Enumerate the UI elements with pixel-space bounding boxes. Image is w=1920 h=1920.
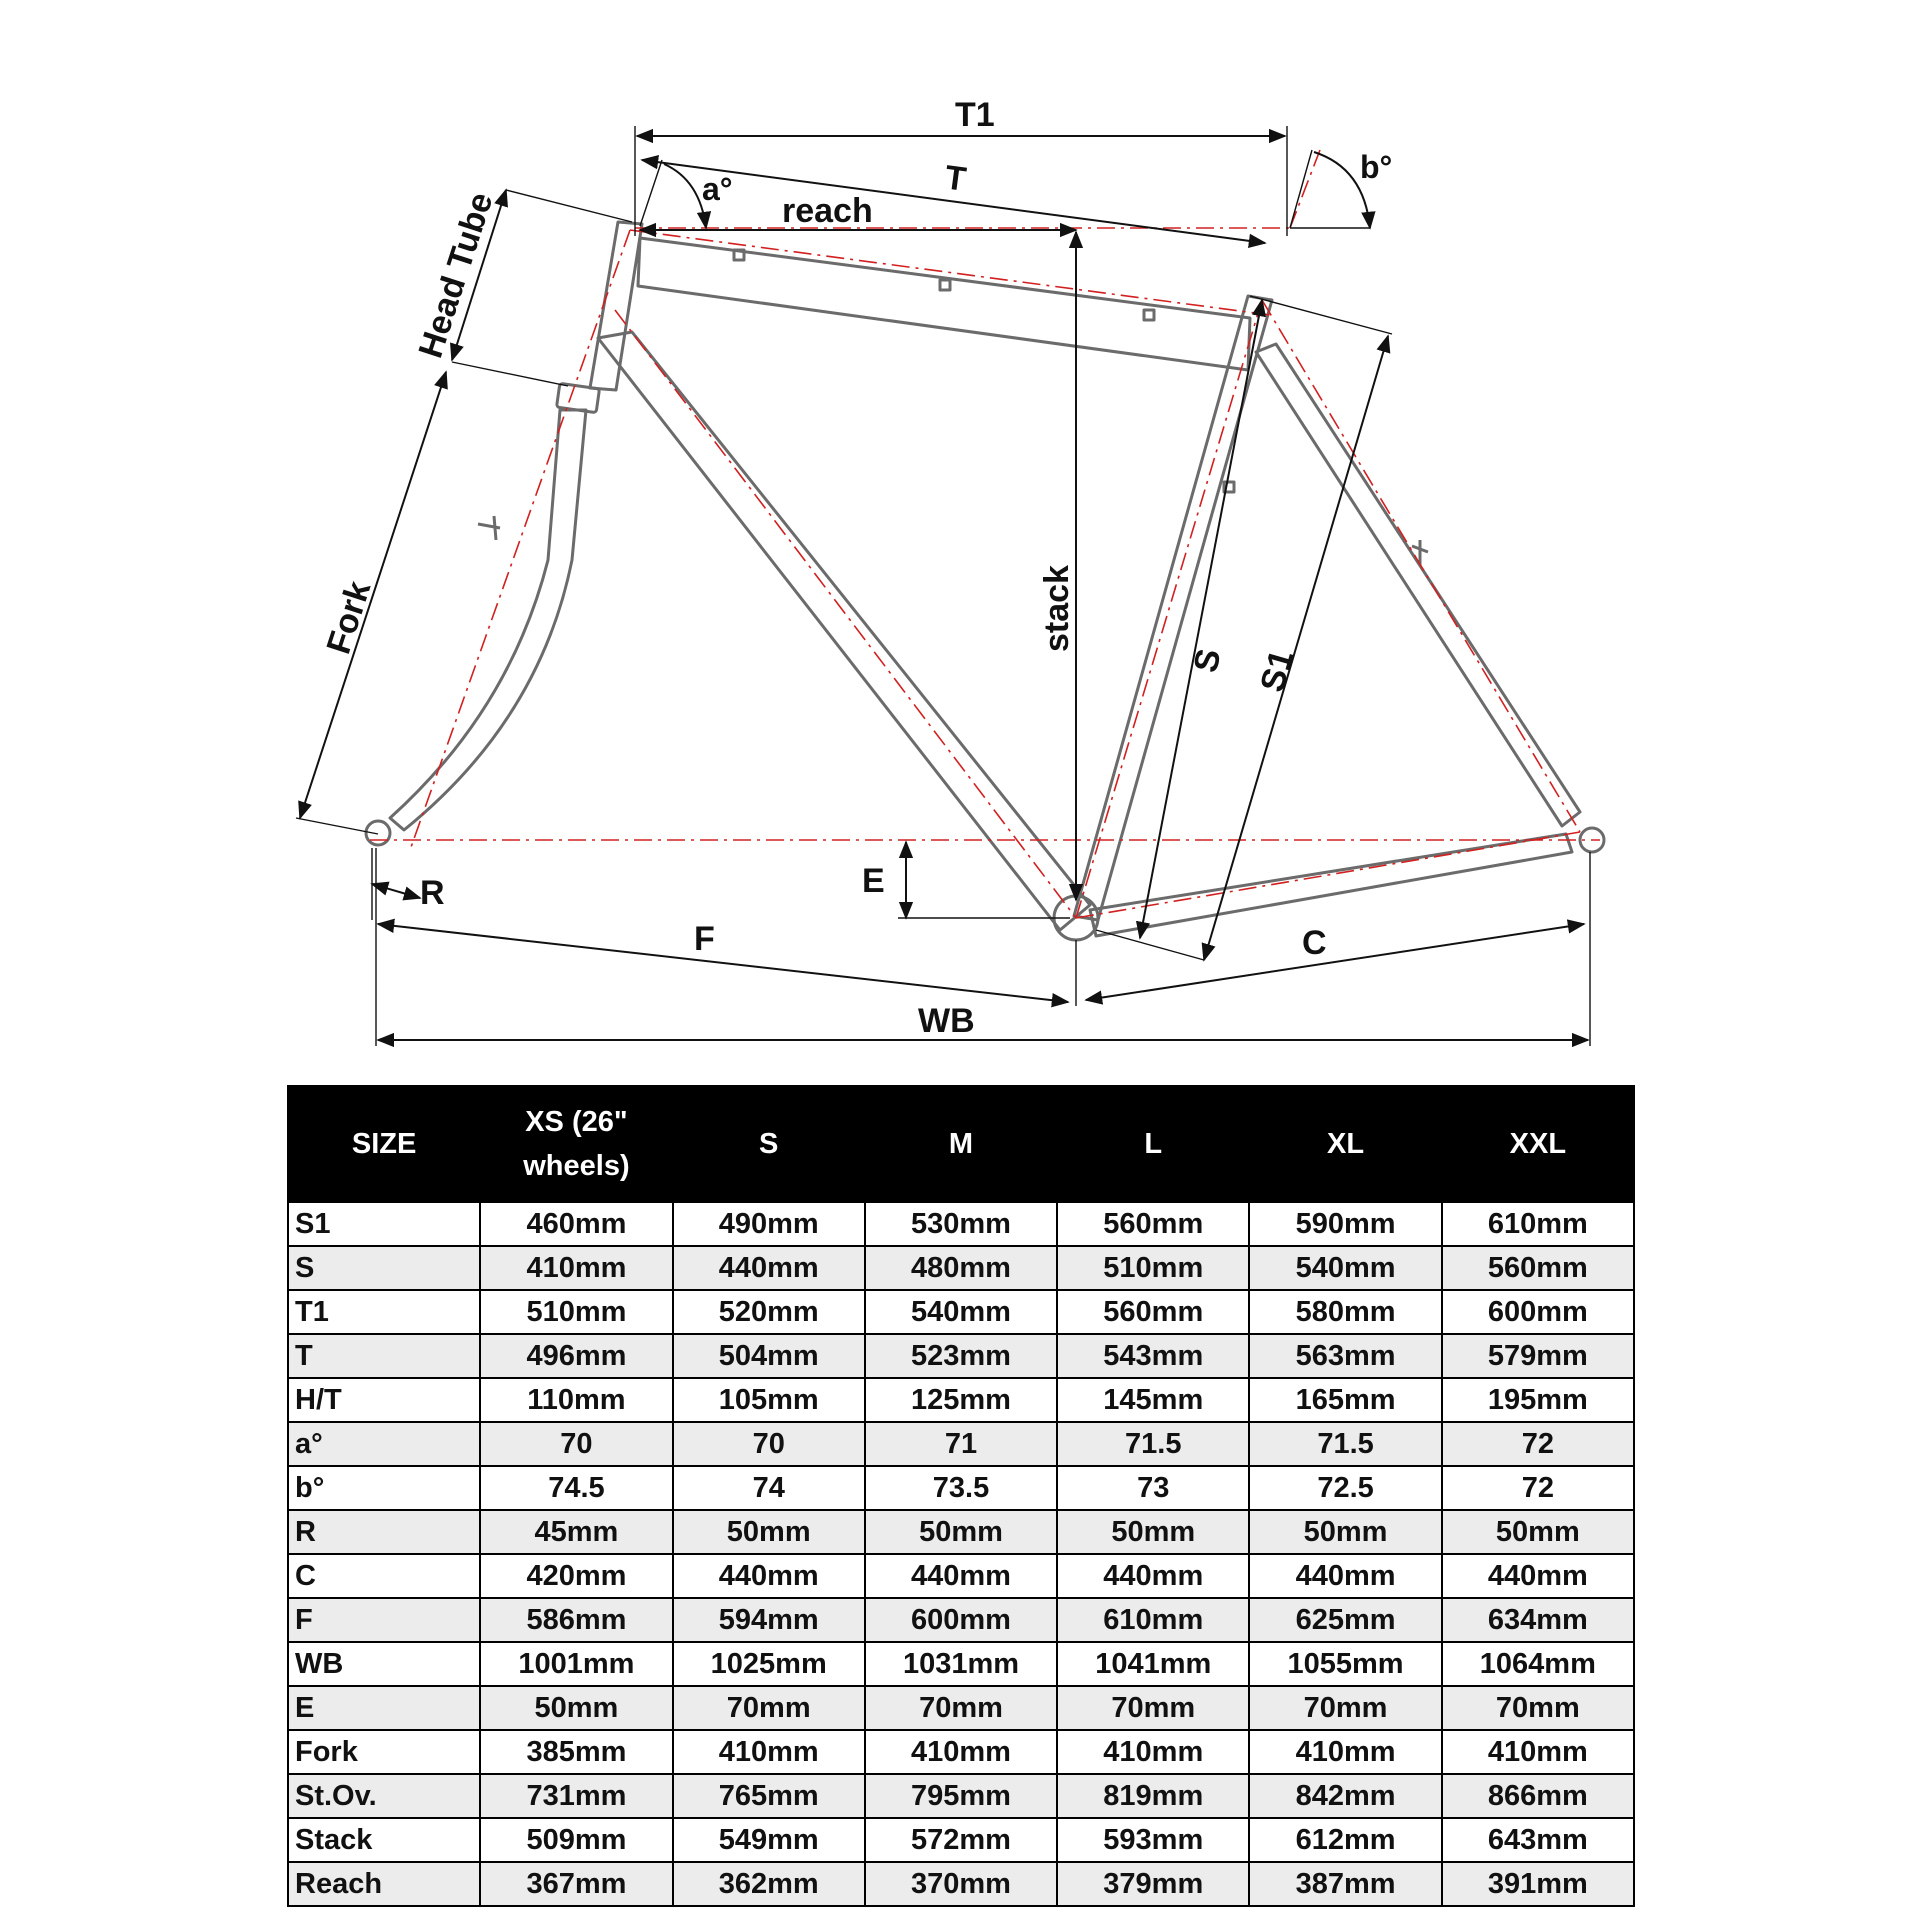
table-cell: 125mm: [865, 1378, 1057, 1422]
table-row: [288, 1774, 1634, 1818]
table-cell: 795mm: [865, 1774, 1057, 1818]
table-cell: 510mm: [1057, 1246, 1249, 1290]
row-label: Reach: [288, 1862, 480, 1906]
table-row: [288, 1290, 1634, 1334]
table-cell: 1064mm: [1442, 1642, 1634, 1686]
table-cell: 70mm: [673, 1686, 865, 1730]
table-cell: 50mm: [865, 1510, 1057, 1554]
label-head-tube: Head Tube: [411, 187, 501, 363]
table-cell: 70mm: [865, 1686, 1057, 1730]
table-cell: 594mm: [673, 1598, 865, 1642]
table-row: [288, 1510, 1634, 1554]
label-e: E: [862, 862, 885, 900]
table-cell: 523mm: [865, 1334, 1057, 1378]
table-cell: 440mm: [1057, 1554, 1249, 1598]
row-label: S: [288, 1246, 480, 1290]
table-row: [288, 1818, 1634, 1862]
row-label: T1: [288, 1290, 480, 1334]
table-cell: 520mm: [673, 1290, 865, 1334]
table-cell: 530mm: [865, 1202, 1057, 1246]
table-row: [288, 1598, 1634, 1642]
table-cell: 643mm: [1442, 1818, 1634, 1862]
table-cell: 819mm: [1057, 1774, 1249, 1818]
column-header: S: [673, 1086, 865, 1202]
table-cell: 440mm: [673, 1246, 865, 1290]
table-row: [288, 1642, 1634, 1686]
table-cell: 367mm: [480, 1862, 672, 1906]
table-cell: 105mm: [673, 1378, 865, 1422]
table-cell: 540mm: [1249, 1246, 1441, 1290]
table-cell: 50mm: [673, 1510, 865, 1554]
table-cell: 145mm: [1057, 1378, 1249, 1422]
geometry-table: [287, 1085, 1635, 1907]
table-cell: 480mm: [865, 1246, 1057, 1290]
table-cell: 610mm: [1057, 1598, 1249, 1642]
table-cell: 71: [865, 1422, 1057, 1466]
table-row: [288, 1378, 1634, 1422]
table-cell: 540mm: [865, 1290, 1057, 1334]
table-cell: 50mm: [1057, 1510, 1249, 1554]
row-label: F: [288, 1598, 480, 1642]
table-cell: 440mm: [1249, 1554, 1441, 1598]
table-row: [288, 1686, 1634, 1730]
row-label: b°: [288, 1466, 480, 1510]
table-cell: 586mm: [480, 1598, 672, 1642]
fork-blade: [390, 410, 586, 830]
table-cell: 1055mm: [1249, 1642, 1441, 1686]
table-row: [288, 1554, 1634, 1598]
row-label: S1: [288, 1202, 480, 1246]
table-cell: 70: [480, 1422, 672, 1466]
table-cell: 504mm: [673, 1334, 865, 1378]
table-cell: 70mm: [1249, 1686, 1441, 1730]
chain-stay: [1090, 834, 1572, 936]
table-cell: 410mm: [480, 1246, 672, 1290]
table-cell: 560mm: [1057, 1290, 1249, 1334]
table-cell: 510mm: [480, 1290, 672, 1334]
table-cell: 731mm: [480, 1774, 672, 1818]
label-c: C: [1302, 924, 1327, 962]
table-cell: 440mm: [673, 1554, 865, 1598]
label-s1: S1: [1253, 645, 1302, 697]
table-cell: 74.5: [480, 1466, 672, 1510]
column-header: SIZE: [288, 1086, 480, 1202]
row-label: St.Ov.: [288, 1774, 480, 1818]
frame: [366, 222, 1604, 940]
row-label: C: [288, 1554, 480, 1598]
column-header: M: [865, 1086, 1057, 1202]
row-label: WB: [288, 1642, 480, 1686]
table-cell: 580mm: [1249, 1290, 1441, 1334]
table-cell: 440mm: [1442, 1554, 1634, 1598]
table-cell: 543mm: [1057, 1334, 1249, 1378]
table-body: [288, 1202, 1634, 1906]
label-reach: reach: [782, 192, 873, 230]
table-cell: 195mm: [1442, 1378, 1634, 1422]
column-header: XXL: [1442, 1086, 1634, 1202]
table-cell: 866mm: [1442, 1774, 1634, 1818]
table-cell: 73.5: [865, 1466, 1057, 1510]
table-cell: 370mm: [865, 1862, 1057, 1906]
table-cell: 70mm: [1057, 1686, 1249, 1730]
row-label: Stack: [288, 1818, 480, 1862]
table-cell: 70mm: [1442, 1686, 1634, 1730]
table-cell: 74: [673, 1466, 865, 1510]
table-cell: 842mm: [1249, 1774, 1441, 1818]
table-cell: 72.5: [1249, 1466, 1441, 1510]
table-cell: 600mm: [1442, 1290, 1634, 1334]
table-row: [288, 1862, 1634, 1906]
table-cell: 460mm: [480, 1202, 672, 1246]
label-fork: Fork: [319, 576, 379, 659]
table-cell: 496mm: [480, 1334, 672, 1378]
table-cell: 572mm: [865, 1818, 1057, 1862]
table-row: [288, 1246, 1634, 1290]
table-cell: 50mm: [480, 1686, 672, 1730]
table-cell: 590mm: [1249, 1202, 1441, 1246]
table-row: [288, 1202, 1634, 1246]
row-label: H/T: [288, 1378, 480, 1422]
table-cell: 385mm: [480, 1730, 672, 1774]
table-cell: 509mm: [480, 1818, 672, 1862]
table-cell: 45mm: [480, 1510, 672, 1554]
top-tube: [638, 238, 1250, 370]
table-cell: 50mm: [1442, 1510, 1634, 1554]
table-cell: 420mm: [480, 1554, 672, 1598]
label-t1: T1: [955, 96, 995, 134]
table-cell: 387mm: [1249, 1862, 1441, 1906]
table-cell: 610mm: [1442, 1202, 1634, 1246]
table-cell: 625mm: [1249, 1598, 1441, 1642]
table-cell: 1001mm: [480, 1642, 672, 1686]
column-header: XL: [1249, 1086, 1441, 1202]
row-label: T: [288, 1334, 480, 1378]
table-cell: 560mm: [1057, 1202, 1249, 1246]
table-cell: 410mm: [1442, 1730, 1634, 1774]
table-cell: 110mm: [480, 1378, 672, 1422]
table-cell: 612mm: [1249, 1818, 1441, 1862]
table-row: [288, 1466, 1634, 1510]
table-cell: 362mm: [673, 1862, 865, 1906]
table-cell: 490mm: [673, 1202, 865, 1246]
column-header: L: [1057, 1086, 1249, 1202]
table-row: [288, 1334, 1634, 1378]
table-cell: 73: [1057, 1466, 1249, 1510]
table-cell: 72: [1442, 1466, 1634, 1510]
column-header: XS (26" wheels): [480, 1086, 672, 1202]
table-cell: 634mm: [1442, 1598, 1634, 1642]
label-t: T: [942, 158, 969, 199]
label-a-angle: a°: [702, 171, 733, 207]
table-cell: 440mm: [865, 1554, 1057, 1598]
table-cell: 379mm: [1057, 1862, 1249, 1906]
table-cell: 593mm: [1057, 1818, 1249, 1862]
centerlines: [370, 150, 1600, 918]
table-cell: 1031mm: [865, 1642, 1057, 1686]
label-f: F: [694, 920, 715, 958]
table-cell: 1025mm: [673, 1642, 865, 1686]
row-label: Fork: [288, 1730, 480, 1774]
table-row: [288, 1730, 1634, 1774]
table-cell: 410mm: [1057, 1730, 1249, 1774]
table-header-row: [288, 1086, 1634, 1202]
head-tube: [590, 222, 642, 390]
label-s: S: [1186, 645, 1229, 676]
table-cell: 1041mm: [1057, 1642, 1249, 1686]
table-cell: 579mm: [1442, 1334, 1634, 1378]
table-row: [288, 1422, 1634, 1466]
table-cell: 71.5: [1249, 1422, 1441, 1466]
label-stack: stack: [1038, 565, 1076, 652]
table-cell: 600mm: [865, 1598, 1057, 1642]
table-cell: 549mm: [673, 1818, 865, 1862]
table-cell: 391mm: [1442, 1862, 1634, 1906]
row-label: R: [288, 1510, 480, 1554]
table-cell: 765mm: [673, 1774, 865, 1818]
seat-tube: [1074, 296, 1272, 920]
dimension-lines: [296, 126, 1590, 1046]
row-label: E: [288, 1686, 480, 1730]
table-cell: 72: [1442, 1422, 1634, 1466]
row-label: a°: [288, 1422, 480, 1466]
headset-cup: [557, 383, 600, 412]
label-b-angle: b°: [1360, 149, 1393, 185]
label-r: R: [420, 874, 445, 912]
table-cell: 70: [673, 1422, 865, 1466]
table-cell: 165mm: [1249, 1378, 1441, 1422]
table-cell: 50mm: [1249, 1510, 1441, 1554]
table-cell: 410mm: [865, 1730, 1057, 1774]
table-cell: 410mm: [673, 1730, 865, 1774]
seat-stay: [1256, 344, 1580, 826]
table-cell: 560mm: [1442, 1246, 1634, 1290]
label-wb: WB: [918, 1002, 975, 1040]
table-cell: 71.5: [1057, 1422, 1249, 1466]
table-cell: 410mm: [1249, 1730, 1441, 1774]
table-cell: 563mm: [1249, 1334, 1441, 1378]
